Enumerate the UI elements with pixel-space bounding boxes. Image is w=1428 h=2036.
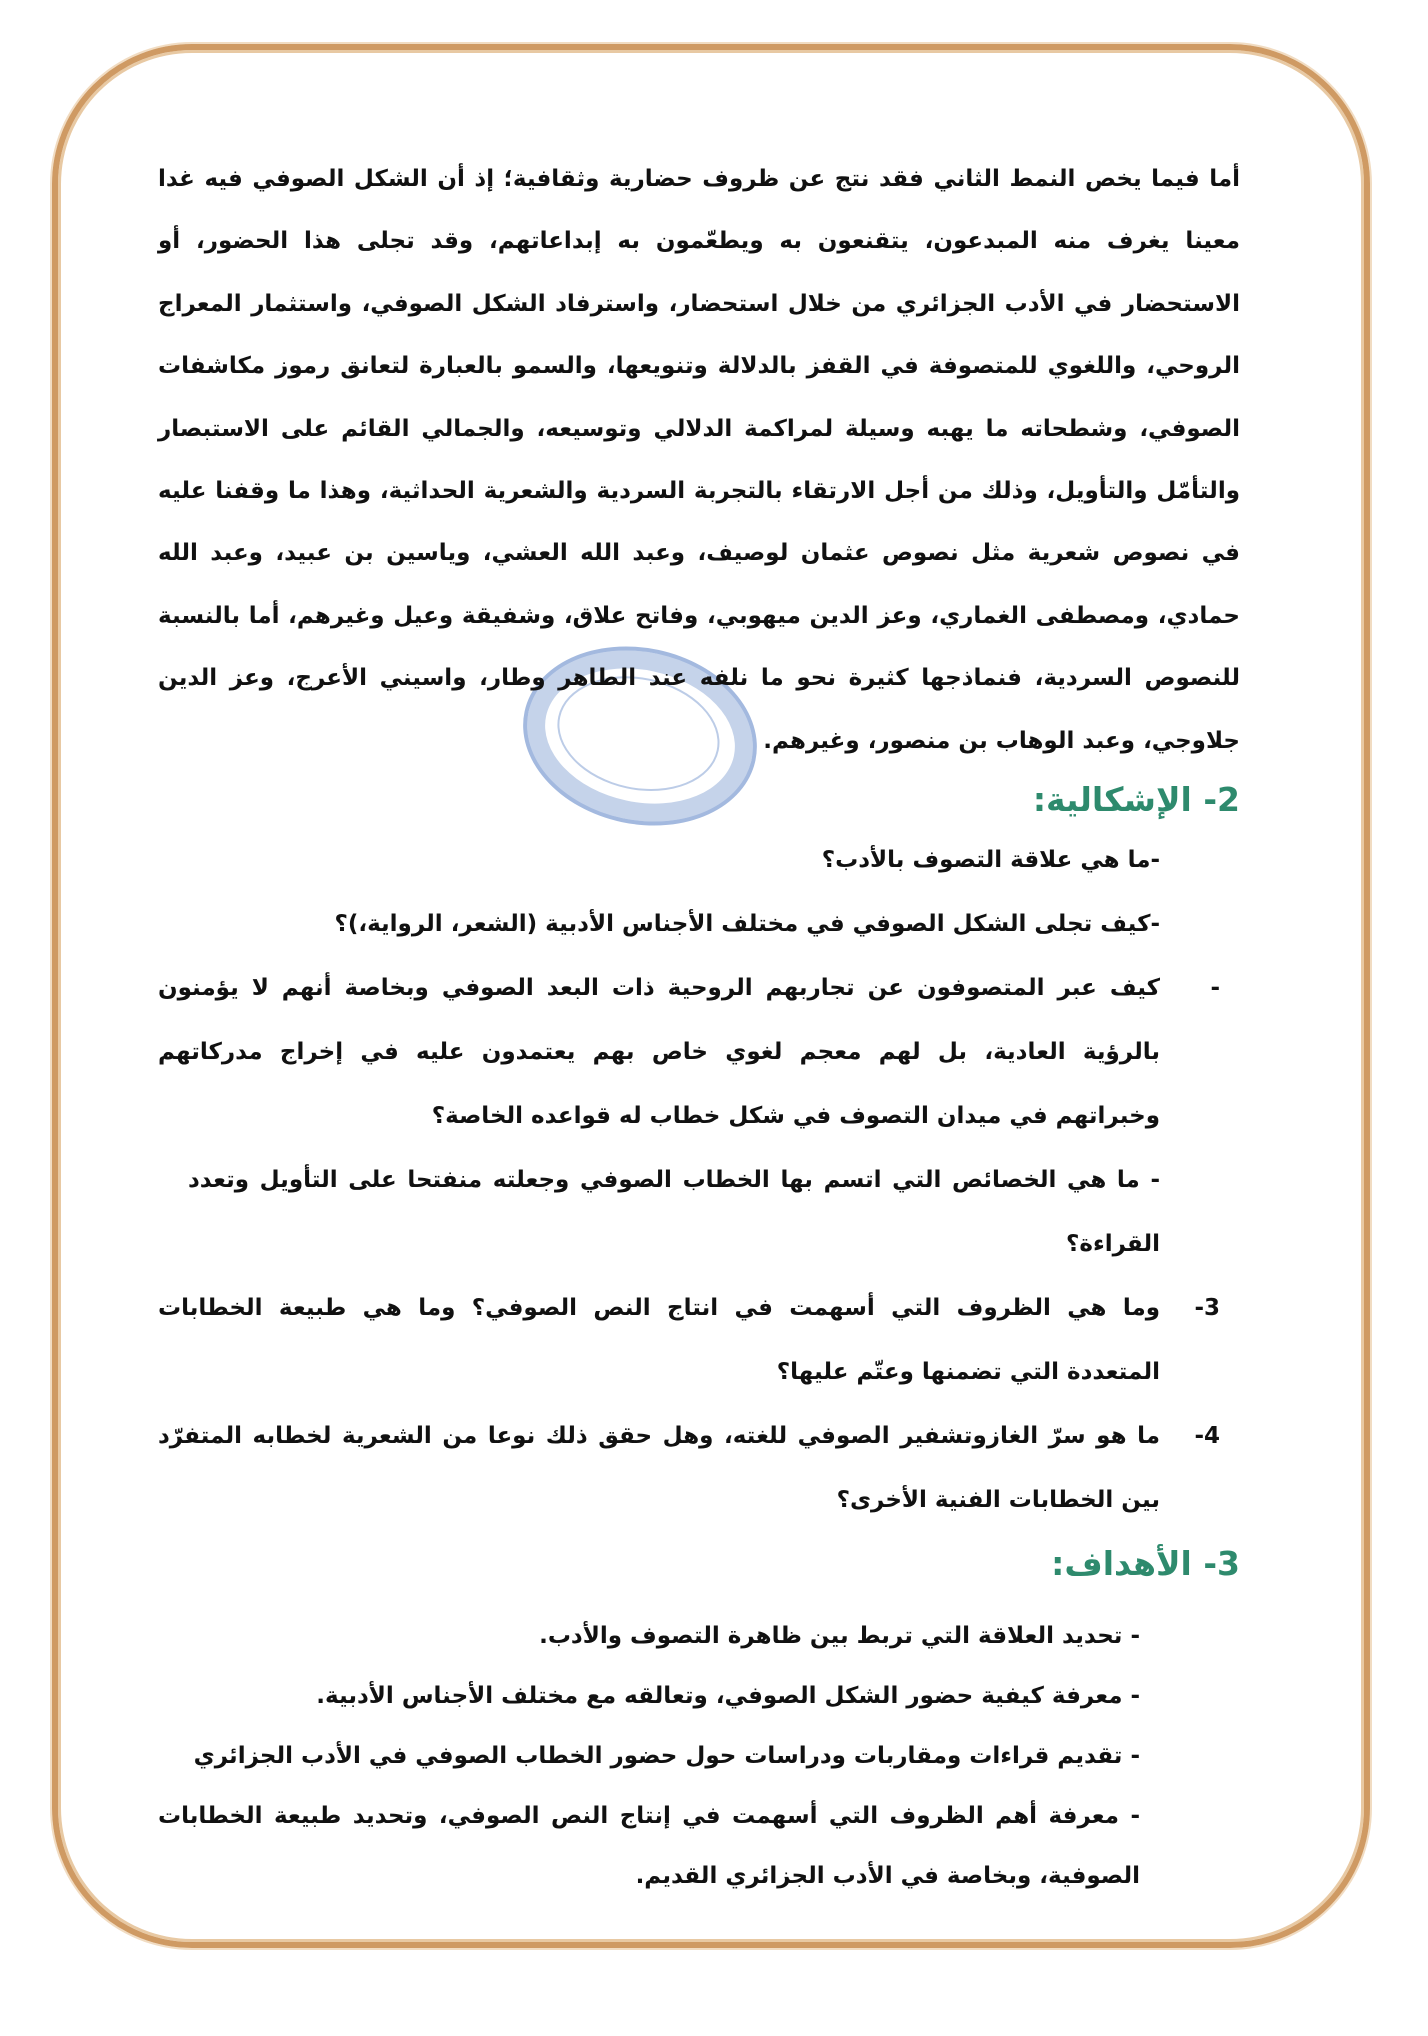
questions-list [158, 828, 1240, 1532]
goal-item: - تحديد العلاقة التي تربط بين ظاهرة التصوف والأدب. [539, 1623, 1140, 1650]
goal-item: - معرفة كيفية حضور الشكل الصوفي، وتعالقه مع مختلف الأجناس الأدبية. [316, 1683, 1140, 1710]
goal-item: - تقديم قراءات ومقاربات ودراسات حول حضور الخطاب الصوفي في الأدب الجزائري [193, 1743, 1140, 1770]
question-marker: 3- [1194, 1295, 1220, 1322]
question-text: وما هي الظروف التي أسهمت في انتاج النص الصوفي؟ وما هي طبيعة الخطابات المتعددة التي تضمنها وعتّم عليها؟ [158, 1295, 1160, 1386]
question-text: - ما هي الخصائص التي اتسم بها الخطاب الصوفي وجعلته منفتحا على التأويل وتعدد القراءة؟ [188, 1167, 1160, 1258]
question-text: كيف عبر المتصوفون عن تجاربهم الروحية ذات البعد الصوفي وبخاصة أنهم لا يؤمنون بالرؤية العادية، بل لهم معجم لغوي خاص بهم يعتمدون عليه في إخراج مدركاتهم وخبراتهم في ميدان التصوف في شكل خطاب له قواعده الخاصة؟ [158, 975, 1160, 1130]
question-item [158, 1404, 1240, 1532]
question-marker: - [1210, 975, 1220, 1002]
question-marker: 4- [1194, 1423, 1220, 1450]
section-heading-problematic: 2- الإشكالية: [1032, 780, 1240, 820]
question-item [158, 892, 1160, 956]
intro-paragraph: أما فيما يخص النمط الثاني فقد نتج عن ظروف حضارية وثقافية؛ إذ أن الشكل الصوفي فيه غدا معينا يغرف منه المبدعون، يتقنعون به ويطعّمون به إبداعاتهم، وقد تجلى هذا الحضور، أو الاستحضار في الأدب الجزائري من خلال استحضار، واسترفاد الشكل الصوفي، واستثمار المعراج الروحي، واللغوي للمتصوفة في القفز بالدلالة وتنويعها، والسمو بالعبارة لتعانق رموز مكاشفات الصوفي، وشطحاته ما يهبه وسيلة لمراكمة الدلالي وتوسيعه، والجمالي القائم على الاستبصار والتأمّل والتأويل، وذلك من أجل الارتقاء بالتجربة السردية والشعرية الحداثية، وهذا ما وقفنا عليه في نصوص شعرية مثل نصوص عثمان لوصيف، وعبد الله العشي، وياسين بن عبيد، وعبد الله حمادي، ومصطفى الغماري، وعز الدين ميهوبي، وفاتح علاق، وشفيقة وعيل وغيرهم، أما بالنسبة للنصوص السردية، فنماذجها كثيرة نحو ما نلفه عند الطاهر وطار، واسيني الأعرج، وعز الدين جلاوجي، وعبد الوهاب بن منصور، وغيرهم. [158, 166, 1240, 754]
section-heading-objectives: 3- الأهداف: [1051, 1544, 1240, 1584]
question-item [158, 828, 1160, 892]
question-text: -ما هي علاقة التصوف بالأدب؟ [821, 847, 1160, 874]
goals-list [158, 1606, 1240, 1906]
question-item [158, 1148, 1160, 1276]
page-content [158, 148, 1240, 1906]
question-item [158, 1276, 1240, 1404]
goal-item: - معرفة أهم الظروف التي أسهمت في إنتاج النص الصوفي، وتحديد طبيعة الخطابات الصوفية، وبخاصة في الأدب الجزائري القديم. [158, 1803, 1140, 1890]
question-text: ما هو سرّ الغازوتشفير الصوفي للغته، وهل حقق ذلك نوعا من الشعرية لخطابه المتفرّد بين الخطابات الفنية الأخرى؟ [158, 1423, 1160, 1514]
question-item [158, 956, 1240, 1148]
question-text: -كيف تجلى الشكل الصوفي في مختلف الأجناس الأدبية (الشعر، الرواية،)؟ [334, 911, 1160, 938]
